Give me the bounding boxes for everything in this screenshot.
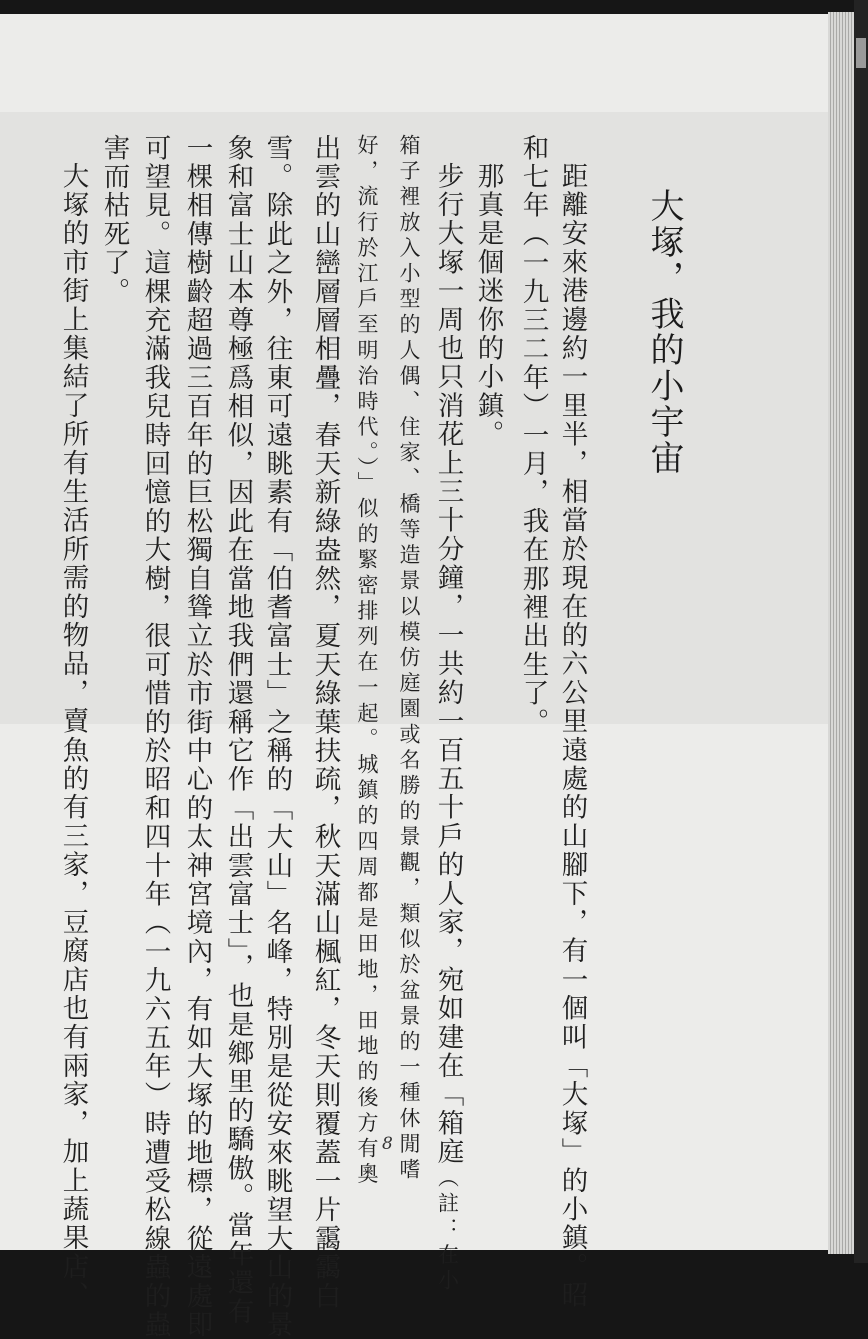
body-line-5: 出雲的山巒層層相疊，春天新綠盎然，夏天綠葉扶疏，秋天滿山楓紅，冬天則覆蓋一片靄靄白 [309,134,341,1311]
body-line-4 [432,162,464,1295]
chapter-title: 大塚，我的小宇宙 [644,188,684,476]
annotation-line-2-text: 好，流行於江戶至明治時代。）」似的緊密排列在一起。城鎮的四周都是田地，田地的後方有奧 [355,134,379,1189]
page-stack-edges [828,12,854,1254]
body-line-2: 和七年（一九三二年）一月，我在那裡出生了。 [517,134,549,737]
body-line-6: 雪。除此之外，往東可遠眺素有「伯耆富士」之稱的「大山」名峰，特別是從安來眺望大山的景 [261,134,293,1339]
body-line-10: 害而枯死了。 [98,134,130,307]
annotation-line-1: 箱子裡放入小型的人偶、住家、橋等造景以模仿庭園或名勝的景觀，類似於盆景的一種休閒嗜 [397,134,421,1184]
page-number: 8 [382,1134,393,1154]
annotation-start: （註：在小 [435,1166,460,1295]
body-line-7: 象和富士山本尊極爲相似，因此在當地我們還稱它作「出雲富士」，也是鄉里的驕傲。當年還有 [222,134,254,1327]
body-line-11: 大塚的市街上集結了所有生活所需的物品，賣魚的有三家，豆腐店也有兩家，加上蔬果店、 [57,162,89,1310]
body-line-1: 距離安來港邊約一里半，相當於現在的六公里遠處的山腳下，有一個叫「大塚」的小鎮。昭 [556,162,588,1310]
annotation-line-2 [356,134,377,1188]
body-line-8: 一棵相傳樹齡超過三百年的巨松獨自聳立於市街中心的太神宮境內，有如大塚的地標，從遠處即 [181,134,213,1339]
body-line-4-text: 步行大塚一周也只消花上三十分鐘，一共約一百五十戶的人家，宛如建在「箱庭 [432,162,464,1167]
body-line-3: 那真是個迷你的小鎮。 [472,162,504,449]
spine-highlight [856,38,866,68]
book-spine [854,0,868,1263]
body-line-9: 可望見。這棵充滿我兒時回憶的大樹，很可惜的於昭和四十年（一九六五年）時遭受松線蟲的蟲 [139,134,171,1339]
